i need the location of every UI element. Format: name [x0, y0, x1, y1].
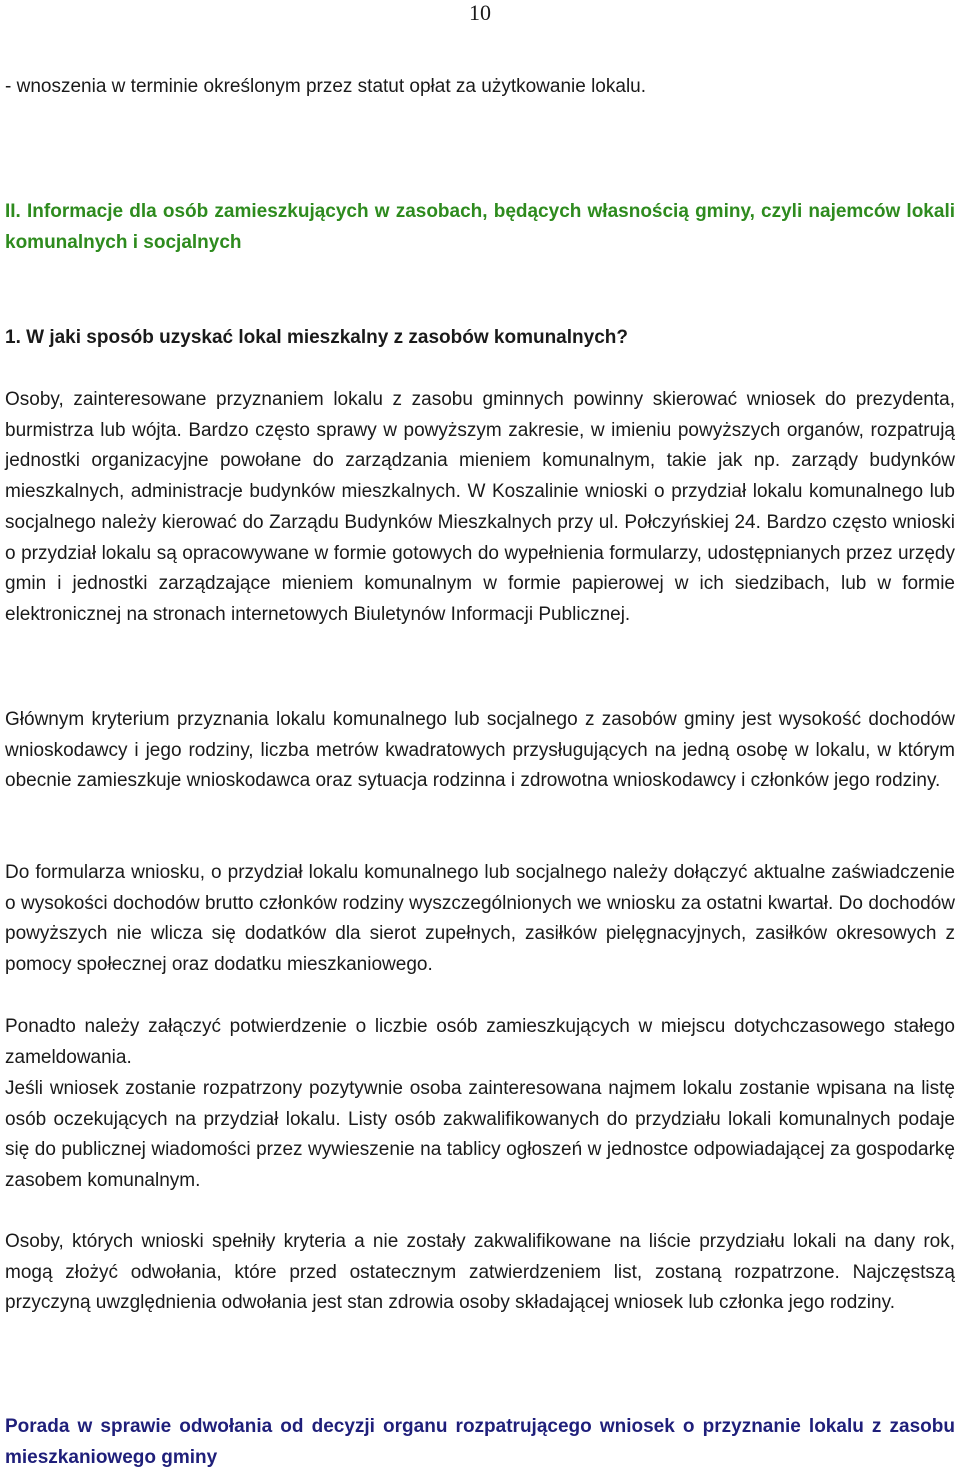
intro-bullet: - wnoszenia w terminie określonym przez statut opłat za użytkowanie lokalu. [5, 76, 647, 97]
paragraph-how-to-apply: Osoby, zainteresowane przyznaniem lokalu z zasobu gminnych powinny skierować wniosek do prezydenta, burmistrza lub wójta. Bardzo często sprawy w powyższym zakresie, w imieniu powyższych organów, rozpatrują jednostki organizacyjne powołane do zarządzania mieniem komunalnym, takie jak np. zarządy budynków mieszkalnych, administracje budynków mieszkalnych. W Koszalinie wnioski o przydział lokalu komunalnego lub socjalnego należy kierować do Zarządu Budynków Mieszkalnych przy ul. Połczyńskiej 24. Bardzo często wnioski o przydział lokalu są opracowywane w formie gotowych do wypełnienia formularzy, udostępnianych przez urzędy gmin i jednostki zarządzające mieniem komunalnym w formie papierowej w ich siedzibach, lub w formie elektronicznej na stronach internetowych Biuletynów Informacji Publicznej. [5, 389, 955, 625]
section-heading: II. Informacje dla osób zamieszkujących w zasobach, będących własnością gminy, czyli najemców lokali komunalnych i socjalnych [5, 201, 955, 253]
advice-heading: Porada w sprawie odwołania od decyzji organu rozpatrującego wniosek o przyznanie lokalu z zasobu mieszkaniowego gminy [5, 1416, 955, 1468]
page-number: 10 [469, 0, 491, 25]
paragraph-waiting-list: Jeśli wniosek zostanie rozpatrzony pozytywnie osoba zainteresowana najmem lokalu zostanie wpisana na listę osób oczekujących na przydział lokalu. Listy osób zakwalifikowanych do przydziału lokali komunalnych podaje się do publicznej wiadomości przez wywieszenie na tablicy ogłoszeń w jednostce odpowiadającej za gospodarkę zasobem komunalnym. [5, 1078, 955, 1192]
question-heading: 1. W jaki sposób uzyskać lokal mieszkalny z zasobów komunalnych? [5, 327, 628, 348]
paragraph-required-documents: Do formularza wniosku, o przydział lokalu komunalnego lub socjalnego należy dołączyć aktualne zaświadczenie o wysokości dochodów brutto członków rodziny wyszczególnionych we wniosku za ostatni kwartał. Do dochodów powyższych nie wlicza się dodatków dla sierot zupełnych, zasiłków pielęgnacyjnych, zasiłków okresowych z pomocy społecznej oraz dodatku mieszkaniowego. [5, 862, 955, 976]
paragraph-main-criterion: Głównym kryterium przyznania lokalu komunalnego lub socjalnego z zasobów gminy jest wysokość dochodów wnioskodawcy i jego rodziny, liczba metrów kwadratowych przysługujących na jedną osobę w lokalu, w którym obecnie zamieszkuje wnioskodawca oraz sytuacja rodzinna i zdrowotna wnioskodawcy i członków jego rodziny. [5, 709, 955, 792]
paragraph-appeals: Osoby, których wnioski spełniły kryteria a nie zostały zakwalifikowane na liście przydziału lokali na dany rok, mogą złożyć odwołania, które przed ostatecznym zatwierdzeniem list, zostaną rozpatrzone. Najczęstszą przyczyną uwzględnienia odwołania jest stan zdrowia osoby składającej wniosek lub członka jego rodziny. [5, 1231, 955, 1314]
paragraph-registration-proof: Ponadto należy załączyć potwierdzenie o liczbie osób zamieszkujących w miejscu dotychczasowego stałego zameldowania. [5, 1016, 955, 1068]
